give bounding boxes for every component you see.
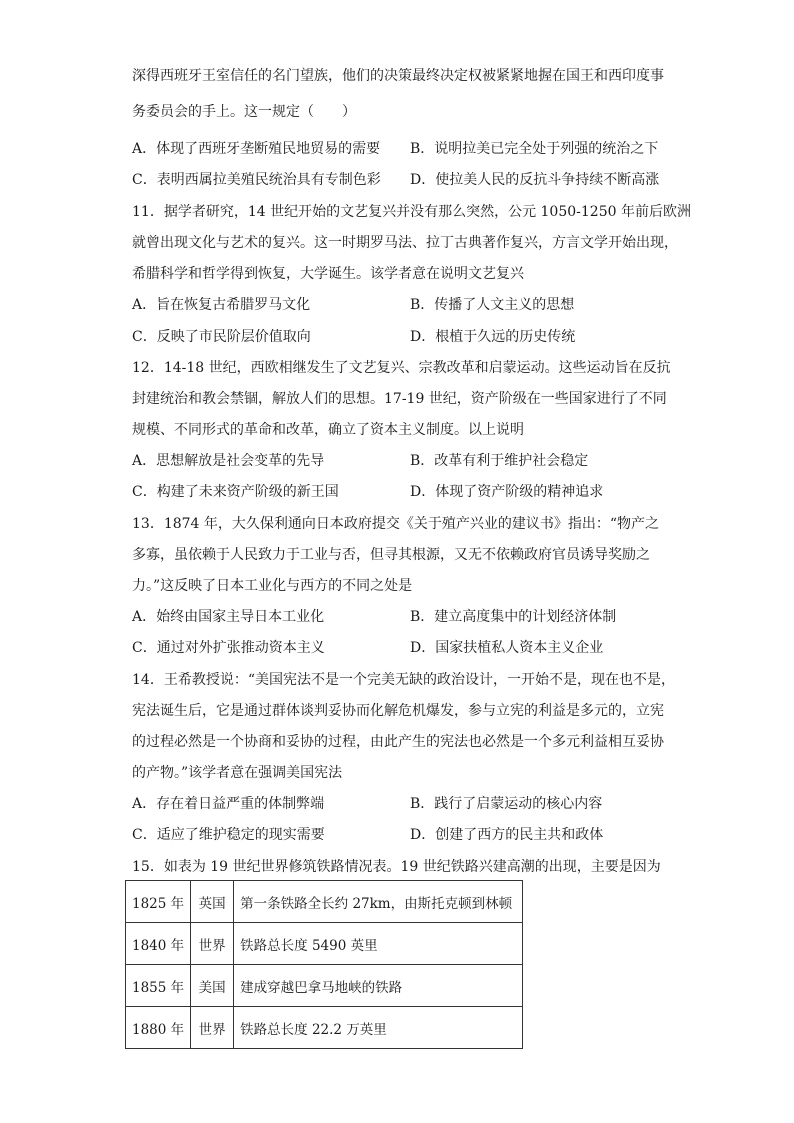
question-13-text: 力。”这反映了日本工业化与西方的不同之处是 — [132, 578, 413, 594]
question-13-text: 多寡，虽依赖于人民致力于工业与否，但寻其根源，又无不依赖政府官员诱导奖励之 — [132, 547, 650, 563]
q11-option-c: C．反映了市民阶层价值取向 — [132, 329, 311, 345]
question-13-text: 13．1874 年，大久保利通向日本政府提交《关于殖产兴业的建议书》指出：“物产之 — [132, 516, 660, 532]
question-text-line: 务委员会的手上。这一规定（ ） — [132, 104, 356, 120]
railway-table — [125, 880, 523, 1049]
question-14-text: 的产物。”该学者意在强调美国宪法 — [132, 765, 343, 781]
year-cell: 1825 年 — [126, 881, 191, 923]
q11-option-d: D．根植于久远的历史传统 — [410, 329, 576, 345]
place-cell: 英国 — [191, 881, 234, 923]
q14-option-d: D．创建了西方的民主共和政体 — [410, 827, 604, 843]
question-12-text: 封建统治和教会禁锢，解放人们的思想。17-19 世纪，资产阶级在一些国家进行了不同 — [132, 391, 667, 407]
description-cell: 铁路总长度 5490 英里 — [234, 923, 523, 965]
option-d: D．使拉美人民的反抗斗争持续不断高涨 — [410, 172, 660, 188]
question-12-text: 12．14-18 世纪，西欧相继发生了文艺复兴、宗教改革和启蒙运动。这些运动旨在反抗 — [132, 360, 671, 376]
description-cell: 建成穿越巴拿马地峡的铁路 — [234, 965, 523, 1007]
option-c: C．表明西属拉美殖民统治具有专制色彩 — [132, 172, 381, 188]
year-cell: 1840 年 — [126, 923, 191, 965]
table-row — [126, 881, 523, 923]
table-row — [126, 923, 523, 965]
question-14-text: 的过程必然是一个协商和妥协的过程，由此产生的宪法也必然是一个多元利益相互妥协 — [132, 734, 664, 750]
q12-option-d: D．体现了资产阶级的精神追求 — [410, 484, 604, 500]
q11-option-a: A．旨在恢复古希腊罗马文化 — [132, 297, 311, 313]
question-12-text: 规模、不同形式的革命和改革，确立了资本主义制度。以上说明 — [132, 422, 524, 438]
place-cell: 美国 — [191, 965, 234, 1007]
q13-option-a: A．始终由国家主导日本工业化 — [132, 609, 325, 625]
description-cell: 第一条铁路全长约 27km，由斯托克顿到林顿 — [234, 881, 523, 923]
q14-option-a: A．存在着日益严重的体制弊端 — [132, 796, 325, 812]
option-b: B．说明拉美已完全处于列强的统治之下 — [410, 141, 659, 157]
description-cell: 铁路总长度 22.2 万英里 — [234, 1007, 523, 1049]
table-row — [126, 1007, 523, 1049]
table-row — [126, 965, 523, 1007]
place-cell: 世界 — [191, 1007, 234, 1049]
question-11-text: 11．据学者研究，14 世纪开始的文艺复兴并没有那么突然，公元 1050-1250 年前后欧洲 — [132, 204, 691, 220]
question-15-text: 15．如表为 19 世纪世界修筑铁路情况表。19 世纪铁路兴建高潮的出现，主要是因为 — [132, 859, 661, 875]
place-cell: 世界 — [191, 923, 234, 965]
question-14-text: 宪法诞生后，它是通过群体谈判妥协而化解危机爆发，参与立宪的利益是多元的，立宪 — [132, 703, 664, 719]
question-14-text: 14．王希教授说：“美国宪法不是一个完美无缺的政治设计，一开始不是，现在也不是， — [132, 672, 675, 688]
q11-option-b: B．传播了人文主义的思想 — [410, 297, 575, 313]
question-text-line: 深得西班牙王室信任的名门望族，他们的决策最终决定权被紧紧地握在国王和西印度事 — [132, 68, 664, 84]
q13-option-d: D．国家扶植私人资本主义企业 — [410, 640, 604, 656]
q12-option-a: A．思想解放是社会变革的先导 — [132, 453, 325, 469]
question-11-text: 就曾出现文化与艺术的复兴。这一时期罗马法、拉丁古典著作复兴，方言文学开始出现， — [132, 235, 678, 251]
q13-option-c: C．通过对外扩张推动资本主义 — [132, 640, 325, 656]
year-cell: 1880 年 — [126, 1007, 191, 1049]
q14-option-c: C．适应了维护稳定的现实需要 — [132, 827, 325, 843]
q14-option-b: B．践行了启蒙运动的核心内容 — [410, 796, 603, 812]
q12-option-b: B．改革有利于维护社会稳定 — [410, 453, 589, 469]
option-a: A．体现了西班牙垄断殖民地贸易的需要 — [132, 141, 381, 157]
q13-option-b: B．建立高度集中的计划经济体制 — [410, 609, 617, 625]
question-11-text: 希腊科学和哲学得到恢复，大学诞生。该学者意在说明文艺复兴 — [132, 266, 524, 282]
year-cell: 1855 年 — [126, 965, 191, 1007]
q12-option-c: C．构建了未来资产阶级的新王国 — [132, 484, 339, 500]
